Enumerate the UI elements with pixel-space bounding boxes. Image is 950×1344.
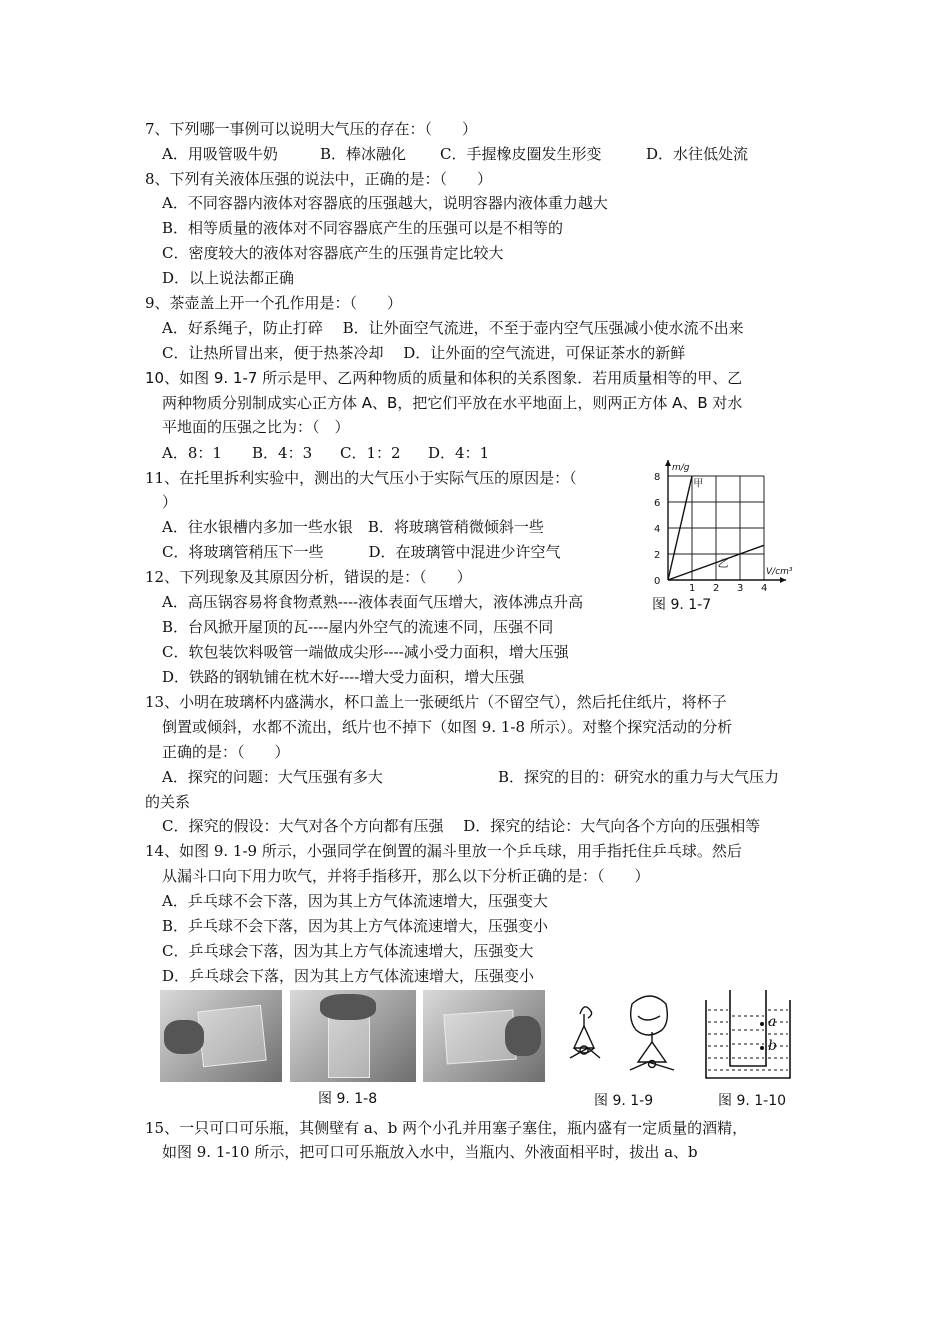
figure-9-1-7-caption: 图 9. 1-7 (652, 597, 712, 613)
q12-stem: 12、下列现象及其原因分析，错误的是：（ ） (145, 568, 472, 586)
figure-9-1-9-caption: 图 9. 1-9 (594, 1093, 654, 1109)
x-tick-label: 1 (689, 583, 696, 594)
x-tick-label: 4 (761, 583, 768, 594)
figure-9-1-7 (640, 452, 800, 600)
q8-option-a: A．不同容器内液体对容器底的压强越大，说明容器内液体重力越大 (162, 194, 608, 212)
x-axis-label: V/cm³ (766, 567, 793, 577)
figure-9-1-8-photo-1 (160, 990, 282, 1082)
x-tick-label: 3 (737, 583, 744, 594)
q14-option-d: D．乒乓球会下落，因为其上方气体流速增大，压强变小 (162, 967, 535, 985)
q9-options-line-1: A．好系绳子，防止打碎 B．让外面空气流进，不至于壶内空气压强减小使水流不出来 (162, 319, 744, 337)
q7-option-d: D．水往低处流 (646, 145, 749, 163)
q13-option-b-continued: 的关系 (145, 793, 191, 811)
q13-line-1: 13、小明在玻璃杯内盛满水，杯口盖上一张硬纸片（不留空气），然后托住纸片，将杯子 (145, 693, 727, 711)
q14-option-b: B．乒乓球不会下落，因为其上方气体流速增大，压强变小 (162, 917, 549, 935)
y-tick-label: 8 (654, 472, 661, 483)
origin-label: 0 (654, 576, 661, 587)
q11-line-2: ） (162, 493, 178, 511)
q14-option-a: A．乒乓球不会下落，因为其上方气体流速增大，压强变大 (162, 892, 548, 910)
figure-9-1-9 (560, 986, 685, 1086)
y-tick-label: 4 (654, 524, 661, 535)
chart-grid (668, 476, 764, 580)
q9-options-line-2: C．让热所冒出来，便于热茶冷却 D．让外面的空气流进，可保证茶水的新鲜 (162, 344, 686, 362)
y-axis-label: m/g (672, 463, 690, 473)
series-label-jia: 甲 (693, 478, 704, 490)
q15-line-1: 15、一只可口可乐瓶，其侧壁有 a、b 两个小孔并用塞子塞住，瓶内盛有一定质量的酒精， (145, 1119, 748, 1137)
q13-option-a: A．探究的问题：大气压强有多大 (162, 768, 383, 786)
q7-stem: 7、下列哪一事例可以说明大气压的存在：（ ） (145, 120, 478, 138)
q14-option-c: C．乒乓球会下落，因为其上方气体流速增大，压强变大 (162, 942, 534, 960)
q12-option-b: B．台风掀开屋顶的瓦----屋内外空气的流速不同，压强不同 (162, 618, 554, 636)
figure-9-1-8-photo-2 (290, 990, 416, 1082)
q12-option-a: A．高压锅容易将食物煮熟----液体表面气压增大，液体沸点升高 (162, 593, 584, 611)
q15-line-2: 如图 9. 1-10 所示，把可口可乐瓶放入水中，当瓶内、外液面相平时，拔出 a、b (162, 1143, 698, 1161)
figure-9-1-8-caption: 图 9. 1-8 (318, 1091, 378, 1107)
figure-9-1-8-photo-3 (423, 990, 545, 1082)
q7-option-c: C．手握橡皮圈发生形变 (440, 145, 602, 163)
y-tick-label: 6 (654, 498, 661, 509)
q12-option-c: C．软包装饮料吸管一端做成尖形----减小受力面积，增大压强 (162, 643, 569, 661)
q12-option-d: D．铁路的钢轨铺在枕木好----增大受力面积，增大压强 (162, 668, 525, 686)
q8-option-c: C．密度较大的液体对容器底产生的压强肯定比较大 (162, 244, 504, 262)
funnel-drawing (560, 986, 685, 1086)
q8-stem: 8、下列有关液体压强的说法中，正确的是：（ ） (145, 170, 493, 188)
figure-9-1-10 (700, 986, 796, 1086)
q7-option-b: B．棒冰融化 (320, 145, 407, 163)
q11-options-line-2: C．将玻璃管稍压下一些 D．在玻璃管中混进少许空气 (162, 543, 561, 561)
q10-line-2: 两种物质分别制成实心正方体 A、B，把它们平放在水平地面上，则两正方体 A、B 对水 (162, 394, 743, 412)
q9-stem: 9、茶壶盖上开一个孔作用是：（ ） (145, 294, 403, 312)
q13-options-cd: C．探究的假设：大气对各个方向都有压强 D．探究的结论：大气向各个方向的压强相等 (162, 817, 761, 835)
q10-option-c: C．1：2 (340, 444, 401, 462)
q11-line-1: 11、在托里拆利实验中，测出的大气压小于实际气压的原因是：（ (145, 469, 577, 487)
figure-9-1-10-caption: 图 9. 1-10 (718, 1093, 787, 1109)
q10-line-1: 10、如图 9. 1-7 所示是甲、乙两种物质的质量和体积的关系图象．若用质量相等的甲、乙 (145, 369, 743, 387)
figure-9-1-10-label-b: b (768, 1038, 777, 1054)
q10-option-b: B．4：3 (252, 444, 313, 462)
q14-line-2: 从漏斗口向下用力吹气，并将手指移开，那么以下分析正确的是：（ ） (162, 867, 650, 885)
series-label-yi: 乙 (717, 557, 729, 570)
x-axis-arrow (780, 577, 786, 583)
q13-option-b: B．探究的目的：研究水的重力与大气压力 (498, 768, 780, 786)
q10-option-d: D．4：1 (428, 444, 490, 462)
q13-line-3: 正确的是：（ ） (162, 743, 290, 761)
q10-option-a: A．8：1 (162, 444, 222, 462)
q10-line-3: 平地面的压强之比为：（ ） (162, 418, 350, 436)
y-axis-arrow (665, 460, 671, 466)
mass-volume-chart (640, 452, 800, 600)
q10-options (162, 442, 489, 464)
q7-option-a: A．用吸管吸牛奶 (162, 145, 278, 163)
q11-options-line-1: A．往水银槽内多加一些水银 B．将玻璃管稍微倾斜一些 (162, 518, 544, 536)
bottle-in-water-drawing (700, 986, 796, 1086)
x-tick-label: 2 (713, 583, 720, 594)
figure-9-1-10-label-a: a (768, 1014, 777, 1030)
y-tick-label: 2 (654, 550, 661, 561)
q8-option-d: D．以上说法都正确 (162, 269, 295, 287)
q14-line-1: 14、如图 9. 1-9 所示，小强同学在倒置的漏斗里放一个乒乓球，用手指托住乒乓球。然后 (145, 842, 742, 860)
q7-options (162, 143, 748, 165)
q13-line-2: 倒置或倾斜，水都不流出，纸片也不掉下（如图 9. 1-8 所示）。对整个探究活动的分析 (162, 718, 733, 736)
q8-option-b: B．相等质量的液体对不同容器底产生的压强可以是不相等的 (162, 219, 564, 237)
